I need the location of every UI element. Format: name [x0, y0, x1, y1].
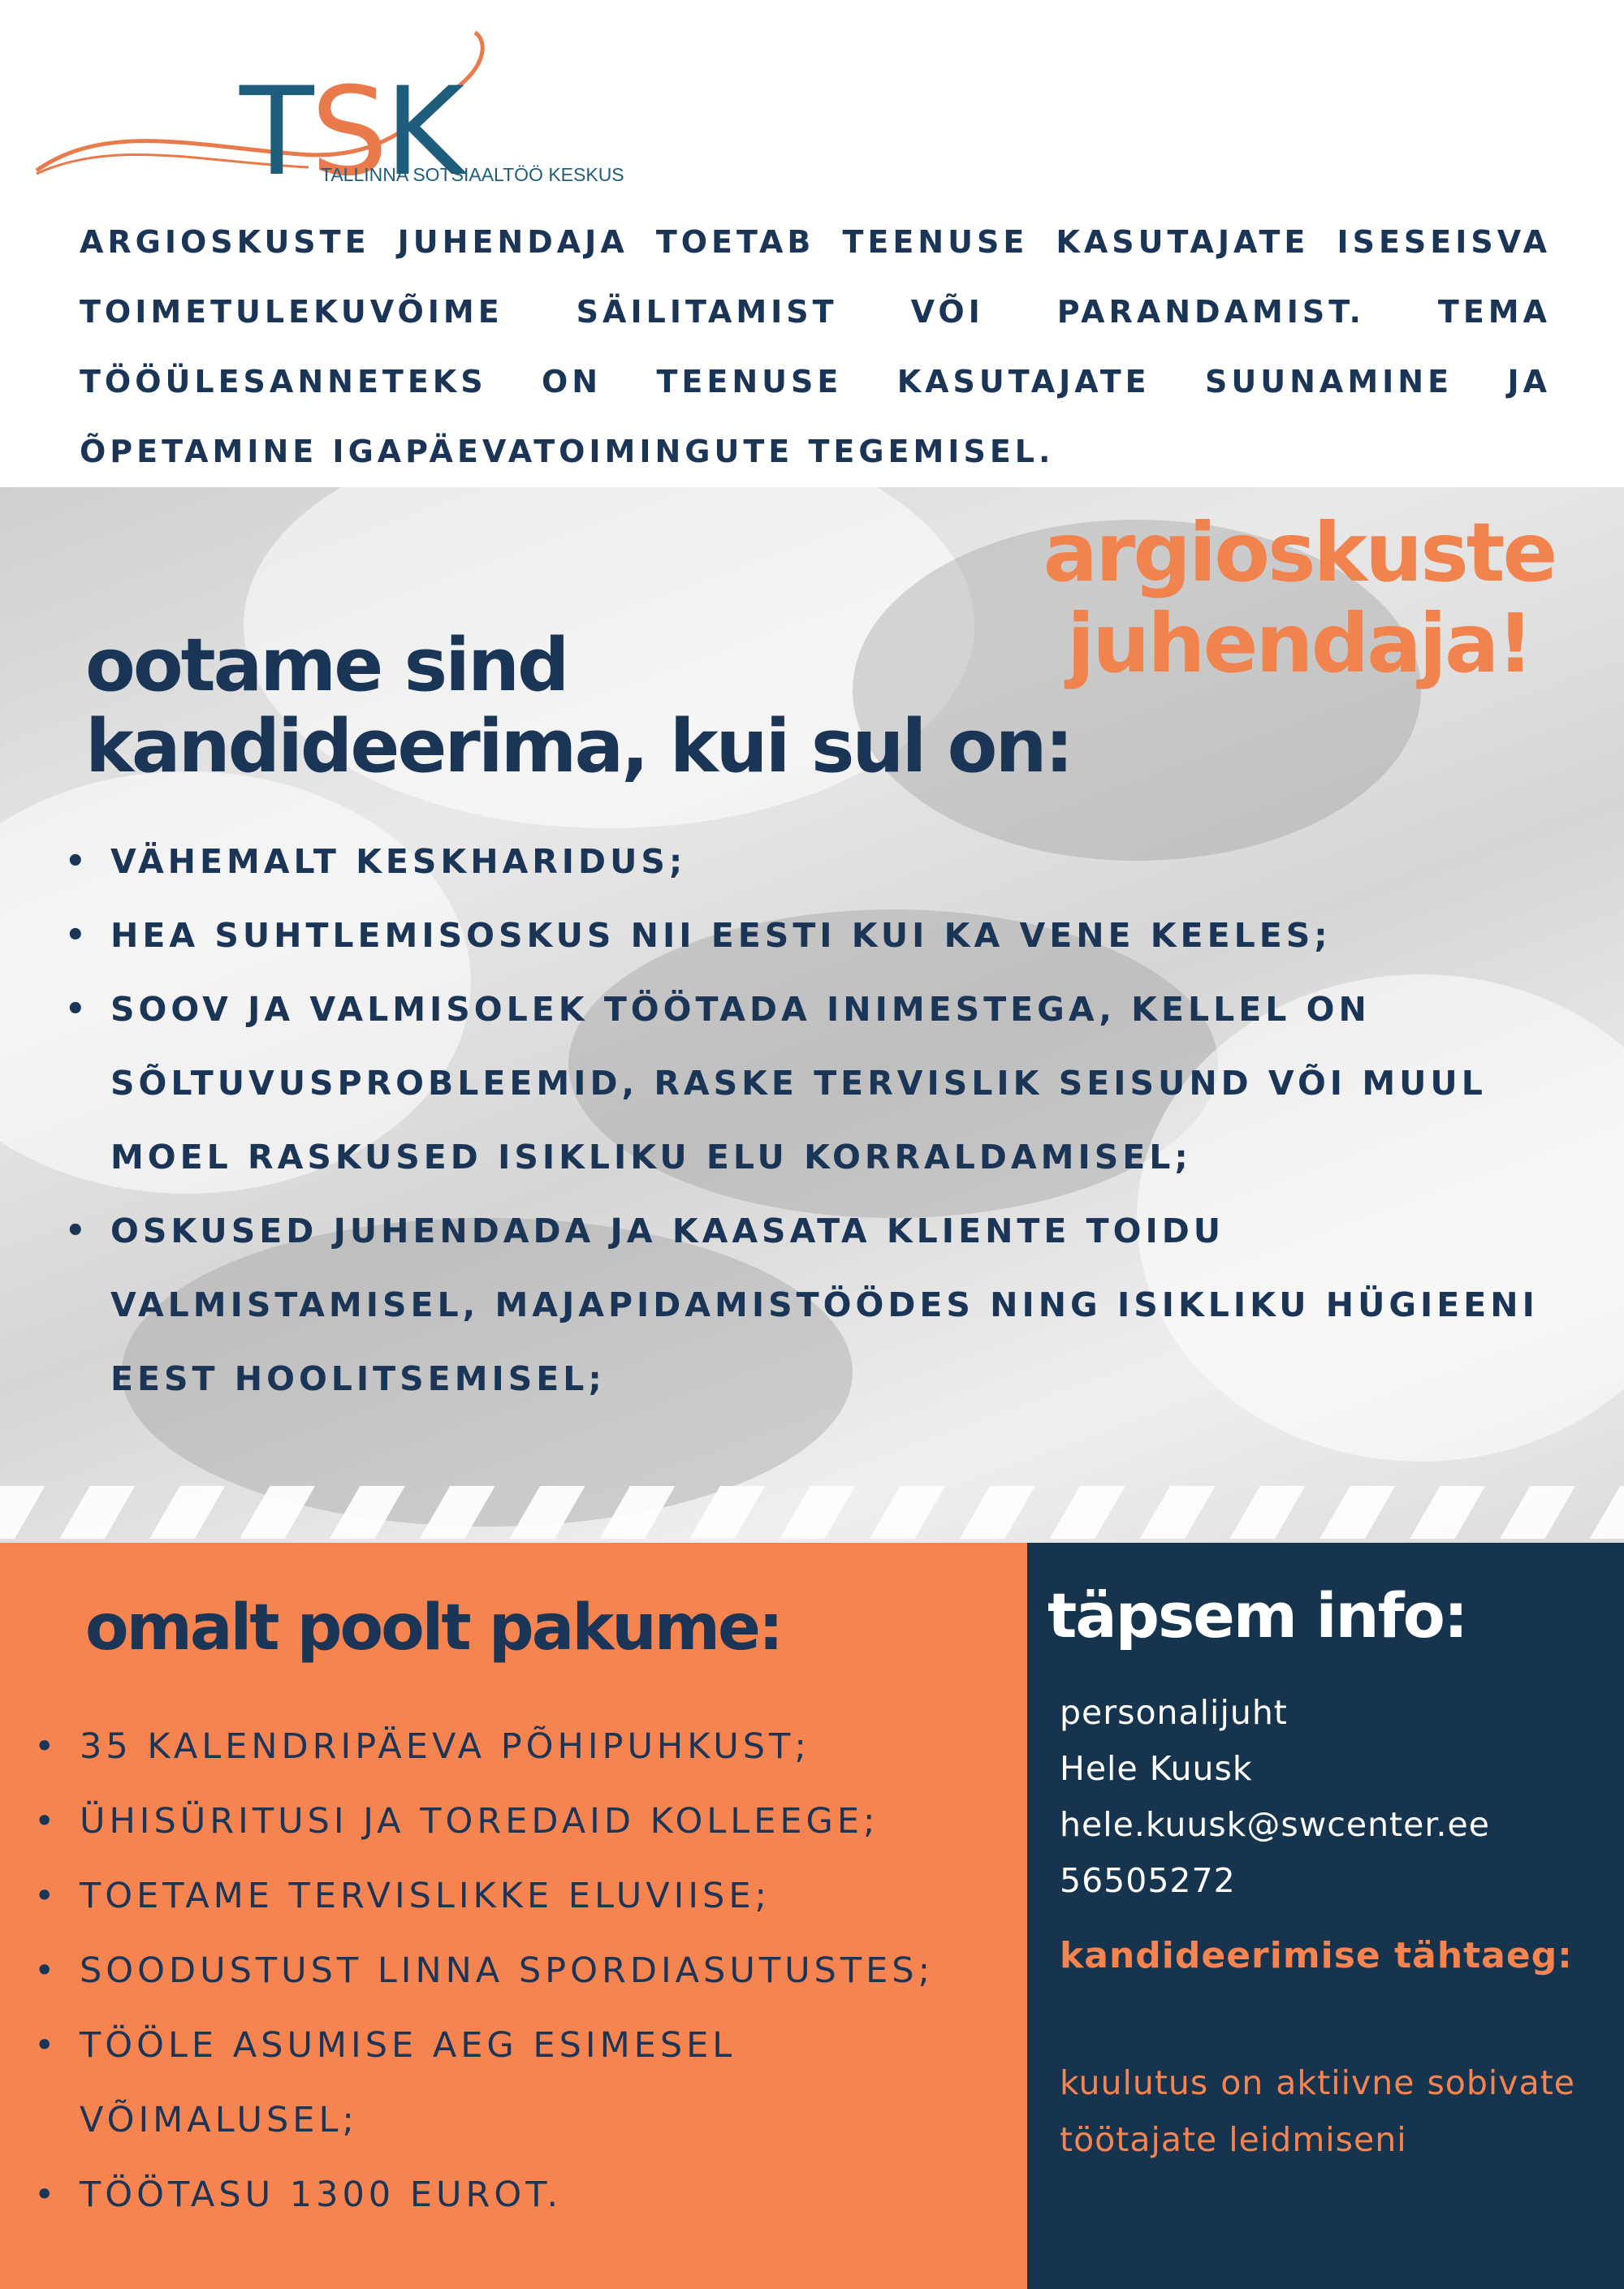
headline-line-1: argioskuste — [1043, 505, 1556, 600]
benefit-item: • TOETAME TERVISLIKKE ELUVIISE; — [34, 1859, 1025, 1933]
benefit-item: • SOODUSTUST LINNA SPORDIASUTUSTES; — [34, 1933, 1025, 2008]
subhead-line-1: ootame sind — [85, 623, 568, 708]
benefit-item: • ÜHISÜRITUSI JA TOREDAID KOLLEEGE; — [34, 1784, 1025, 1859]
logo-subtitle: TALLINNA SOTSIAALTÖÖ KESKUS — [321, 164, 624, 185]
contact-phone: 56505272 — [1060, 1861, 1236, 1900]
info-title: täpsem info: — [1047, 1579, 1467, 1652]
deadline-title: kandideerimise tähtaeg: — [1060, 1935, 1573, 1976]
benefit-item: • 35 KALENDRIPÄEVA PÕHIPUHKUST; — [34, 1709, 1025, 1784]
subhead-line-2: kandideerima, kui sul on: — [85, 704, 1072, 789]
intro-text: ARGIOSKUSTE JUHENDAJA TOETAB TEENUSE KASUTAJATE ISESEISVA TOIMETULEKUVÕIME SÄILITAMIST VÕI PARANDAMIST. TEMA TÖÖÜLESANNETEKS ON TEENUSE KASUTAJATE SUUNAMINE JA ÕPETAMINE IGAPÄEVATOIMINGUTE TEGEMISEL. — [80, 224, 1551, 469]
requirements-heading — [85, 625, 1141, 788]
contact-role: personalijuht — [1060, 1693, 1288, 1732]
benefit-item: • TÖÖTASU 1300 EUROT. — [34, 2157, 1025, 2232]
requirements-list — [65, 825, 1575, 1416]
contact-email-link[interactable]: hele.kuusk@swcenter.ee — [1060, 1805, 1490, 1844]
info-panel — [1027, 1543, 1624, 2289]
requirement-item: • VÄHEMALT KESKHARIDUS; — [65, 825, 1575, 899]
requirement-item: • SOOV JA VALMISOLEK TÖÖTADA INIMESTEGA, KELLEL ON SÕLTUVUSPROBLEEMID, RASKE TERVISLIK SEISUND VÕI MUUL MOEL RASKUSED ISIKLIKU ELU KORRALDAMISEL; — [65, 973, 1575, 1194]
tsk-logo — [32, 24, 633, 203]
benefits-list — [34, 1709, 1025, 2232]
requirement-item: • OSKUSED JUHENDADA JA KAASATA KLIENTE TOIDU VALMISTAMISEL, MAJAPIDAMISTÖÖDES NING ISIKLIKU HÜGIEENI EEST HOOLITSEMISEL; — [65, 1194, 1575, 1416]
offer-title: omalt poolt pakume: — [85, 1592, 782, 1665]
benefit-item: • TÖÖLE ASUMISE AEG ESIMESEL VÕIMALUSEL; — [34, 2008, 1025, 2157]
diagonal-stripes-divider — [0, 1486, 1624, 1539]
logo-mark: TSK — [240, 62, 462, 203]
deadline-text: kuulutus on aktiivne sobivate töötajate leidmiseni — [1060, 2063, 1575, 2159]
requirement-item: • HEA SUHTLEMISOSKUS NII EESTI KUI KA VENE KEELES; — [65, 899, 1575, 973]
contact-block — [1060, 1685, 1596, 1909]
contact-name: Hele Kuusk — [1060, 1749, 1253, 1788]
headline-line-2: juhendaja! — [1066, 596, 1532, 691]
